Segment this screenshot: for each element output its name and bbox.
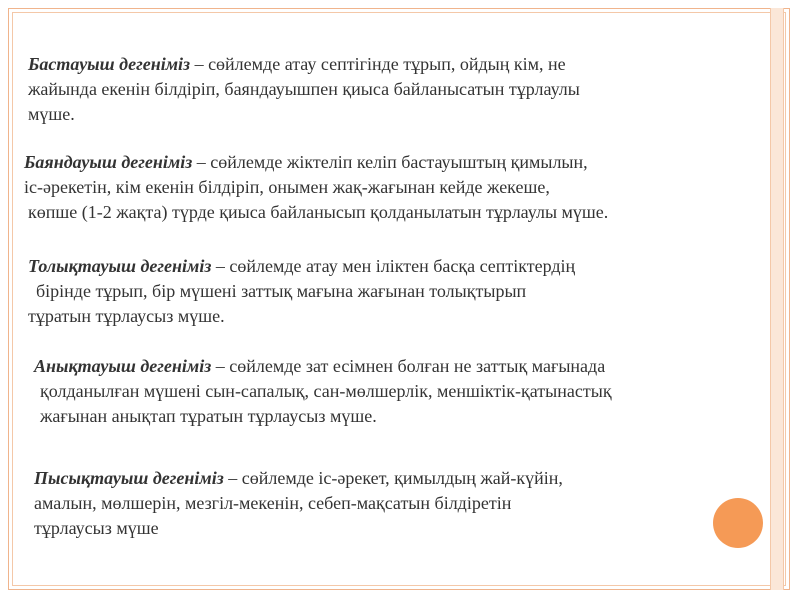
definition-adverbial-line-2: амалын, мөлшерін, мезгіл-мекенін, себеп-мақсатын білдіретін xyxy=(34,493,512,513)
definition-object xyxy=(28,254,575,329)
definition-attribute-line-3: жағынан анықтап тұратын тұрлаусыз мүше. xyxy=(40,406,377,426)
definition-predicate-line-2: іс-әрекетін, кім екенін білдіріп, онымен жақ-жағынан кейде жекеше, xyxy=(24,177,550,197)
definition-predicate-line-3: көпше (1-2 жақта) түрде қиыса байланысып қолданылатын тұрлаулы мүше. xyxy=(28,202,609,222)
definition-predicate-term: Баяндауыш дегеніміз xyxy=(24,152,193,172)
definition-adverbial-term: Пысықтауыш дегеніміз xyxy=(34,468,224,488)
definition-adverbial-line-1 xyxy=(34,466,563,491)
definition-subject-term: Бастауыш дегеніміз xyxy=(28,54,191,74)
definition-subject-line-1 xyxy=(28,52,580,77)
definition-object-term: Толықтауыш дегеніміз xyxy=(28,256,212,276)
definition-object-line-1 xyxy=(28,254,575,279)
definition-attribute-text: – сөйлемде зат есімнен болған не заттық мағынада xyxy=(211,356,606,376)
definition-subject-line-2: жайында екенін білдіріп, баяндауышпен қиыса байланысатын тұрлаулы xyxy=(28,79,580,99)
definition-object-line-2: бірінде тұрып, бір мүшені заттық мағына жағынан толықтырып xyxy=(36,281,527,301)
definition-predicate-text: – сөйлемде жіктеліп келіп бастауыштың қимылын, xyxy=(192,152,588,172)
definition-predicate xyxy=(24,150,608,225)
definition-attribute xyxy=(34,354,612,429)
definition-object-line-3: тұратын тұрлаусыз мүше. xyxy=(28,306,225,326)
definition-attribute-term: Анықтауыш дегеніміз xyxy=(34,356,212,376)
definition-subject xyxy=(28,52,580,127)
definition-object-text: – сөйлемде атау мен іліктен басқа септіктердің xyxy=(211,256,576,276)
definition-predicate-line-1 xyxy=(24,150,608,175)
decorative-orange-circle xyxy=(713,498,763,548)
definition-adverbial-text: – сөйлемде іс-әрекет, қимылдың жай-күйін, xyxy=(223,468,563,488)
definition-subject-line-3: мүше. xyxy=(28,104,75,124)
definition-adverbial-line-3: тұрлаусыз мүше xyxy=(34,518,159,538)
definition-attribute-line-2: қолданылған мүшені сын-сапалық, сан-мөлшерлік, меншіктік-қатынастық xyxy=(40,381,612,401)
definition-attribute-line-1 xyxy=(34,354,612,379)
definition-adverbial xyxy=(34,466,563,541)
slide-right-band xyxy=(770,8,784,590)
definition-subject-text: – сөйлемде атау септігінде тұрып, ойдың кім, не xyxy=(190,54,566,74)
